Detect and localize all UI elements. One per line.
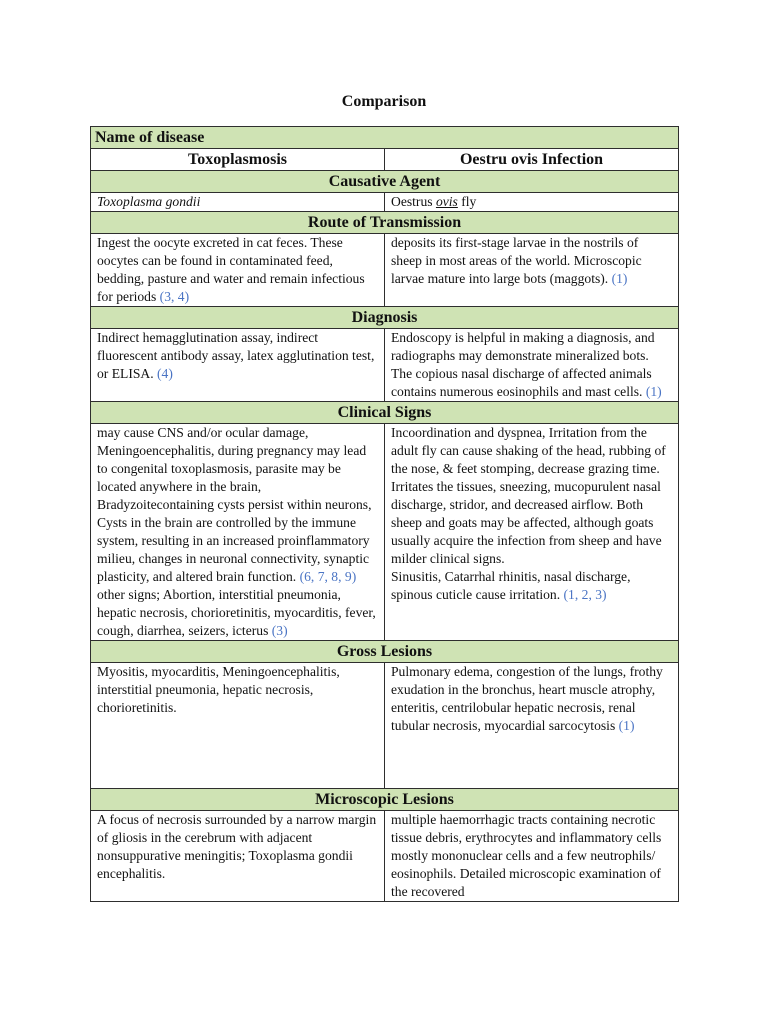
micro-right	[385, 811, 679, 902]
route-left-ref[interactable]: (3, 4)	[159, 289, 190, 304]
route-right-text: deposits its first-stage larvae in the nostrils of sheep in most areas of the world. Microscopic larvae mature into large bots (maggots).	[391, 235, 642, 286]
route-left	[91, 234, 385, 307]
clinical-left-ref-2[interactable]: (3)	[271, 623, 288, 638]
gross-left	[91, 663, 385, 789]
micro-right-text: multiple haemorrhagic tracts containing necrotic tissue debris, erythrocytes and inflammatory cells mostly mononuclear cells and a few neutrophils/ eosinophils. Detailed microscopic examination of the recovered	[391, 812, 662, 899]
comparison-table	[90, 126, 679, 902]
diagnosis-right-text: Endoscopy is helpful in making a diagnosis, and radiographs may demonstrate mineralized bots. The copious nasal discharge of affected animals contains numerous eosinophils and mast cells.	[391, 330, 655, 399]
section-causative-agent	[91, 171, 679, 193]
micro-left-text: A focus of necrosis surrounded by a narrow margin of gliosis in the cerebrum with adjacent nonsuppurative meningitis; Toxoplasma gondii encephalitis.	[97, 812, 377, 881]
micro-left	[91, 811, 385, 902]
route-row	[91, 234, 679, 307]
diagnosis-left-ref[interactable]: (4)	[157, 366, 173, 381]
diagnosis-left	[91, 329, 385, 402]
causative-agent-right-species: ovis	[435, 194, 458, 209]
name-of-disease-label: Name of disease	[91, 127, 679, 149]
causative-agent-left-text: Toxoplasma gondii	[97, 194, 201, 209]
route-header: Route of Transmission	[91, 212, 679, 234]
name-of-disease-row	[91, 127, 679, 149]
microscopic-lesions-header: Microscopic Lesions	[91, 789, 679, 811]
gross-left-text: Myositis, myocarditis, Meningoencephalitis, interstitial pneumonia, hepatic necrosis, chorioretinitis.	[97, 664, 340, 715]
diagnosis-right-ref[interactable]: (1)	[645, 384, 662, 399]
clinical-right-text-2: Sinusitis, Catarrhal rhinitis, nasal discharge, spinous cuticle cause irritation.	[391, 569, 631, 602]
gross-right-text: Pulmonary edema, congestion of the lungs, frothy exudation in the bronchus, heart muscle atrophy, enteritis, centrilobular hepatic necrosis, renal tubular necrosis, myocardial sarcocytosis	[391, 664, 663, 733]
gross-lesions-row	[91, 663, 679, 789]
causative-agent-left	[91, 193, 385, 212]
diagnosis-header: Diagnosis	[91, 307, 679, 329]
causative-agent-row	[91, 193, 679, 212]
route-right-ref[interactable]: (1)	[611, 271, 628, 286]
clinical-left-text-2: other signs; Abortion, interstitial pneumonia, hepatic necrosis, chorioretinitis, myocarditis, fever, cough, diarrhea, seizers, icterus	[97, 587, 376, 638]
microscopic-lesions-row	[91, 811, 679, 902]
diagnosis-row	[91, 329, 679, 402]
causative-agent-right	[385, 193, 679, 212]
section-clinical-signs	[91, 402, 679, 424]
diagnosis-right	[385, 329, 679, 402]
clinical-right-text-1: Incoordination and dyspnea, Irritation from the adult fly can cause shaking of the head, rubbing of the nose, & feet stomping, decrease grazing time. Irritates the tissues, sneezing, mucopurulent nasal discharge, stridor, and decreased airflow. Both sheep and goats may be affected, although goats usually acquire the infection from sheep and have milder clinical signs.	[391, 425, 666, 566]
clinical-signs-row	[91, 424, 679, 641]
section-microscopic-lesions	[91, 789, 679, 811]
col-oestrus-ovis: Oestru ovis Infection	[385, 149, 679, 171]
gross-lesions-header: Gross Lesions	[91, 641, 679, 663]
col-toxoplasmosis: Toxoplasmosis	[91, 149, 385, 171]
causative-agent-header: Causative Agent	[91, 171, 679, 193]
disease-columns-row	[91, 149, 679, 171]
section-route	[91, 212, 679, 234]
gross-right	[385, 663, 679, 789]
diagnosis-left-text: Indirect hemagglutination assay, indirect fluorescent antibody assay, latex agglutination test, or ELISA.	[97, 330, 375, 381]
gross-right-ref[interactable]: (1)	[618, 718, 635, 733]
clinical-left-text-1: may cause CNS and/or ocular damage, Meningoencephalitis, during pregnancy may lead to congenital toxoplasmosis, parasite may be located anywhere in the brain, Bradyzoitecontaining cysts persist within neurons, Cysts in the brain are controlled by the immune system, resulting in an increased proinflammatory milieu, changes in neuronal connectivity, synaptic plasticity, and altered brain function.	[97, 425, 372, 584]
section-gross-lesions	[91, 641, 679, 663]
clinical-left-ref-1[interactable]: (6, 7, 8, 9)	[299, 569, 357, 584]
clinical-signs-header: Clinical Signs	[91, 402, 679, 424]
causative-agent-right-pre: Oestrus	[391, 194, 436, 209]
causative-agent-right-post: fly	[457, 194, 477, 209]
clinical-right-ref-2[interactable]: (1, 2, 3)	[563, 587, 607, 602]
route-left-text: Ingest the oocyte excreted in cat feces. These oocytes can be found in contaminated feed, bedding, pasture and water and remain infectious for periods	[97, 235, 365, 304]
section-diagnosis	[91, 307, 679, 329]
clinical-right	[385, 424, 679, 641]
clinical-left	[91, 424, 385, 641]
route-right	[385, 234, 679, 307]
page-title: Comparison	[341, 93, 427, 110]
